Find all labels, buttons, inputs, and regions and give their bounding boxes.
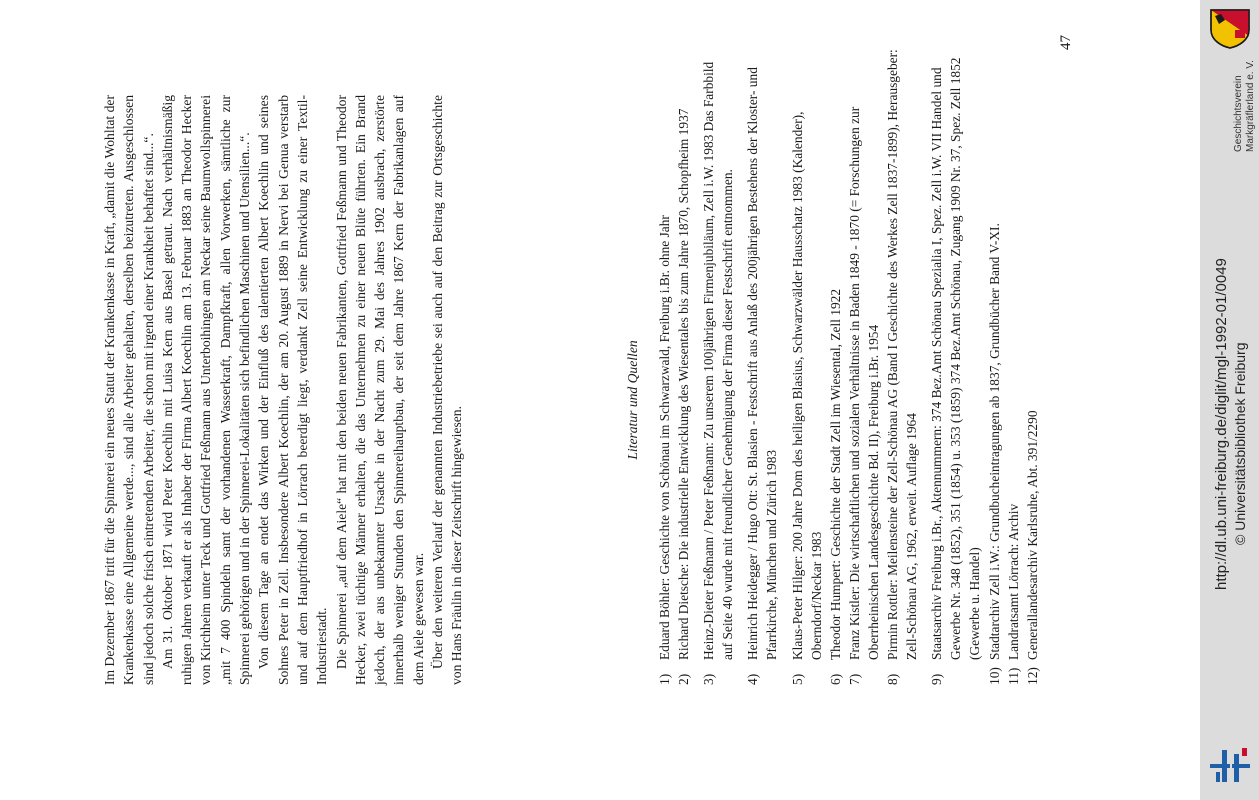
reference-item: 6) Theodor Humpert: Geschichte der Stadt Zell im Wiesental, Zell 1922: [827, 288, 843, 685]
reference-item: 11) Landratsamt Lörrach: Archiv: [1005, 503, 1021, 685]
reference-item: 2) Richard Dietsche: Die industrielle Entwicklung des Wiesentales bis zum Jahre 1870, Schopfheim 1937: [676, 108, 692, 685]
paragraph: Im Dezember 1867 tritt für die Spinnerei ein neues Statut der Krankenkasse in Kraft, „damit die Wohltat der Krankenkasse eine Allgemeine werde..., sind alle Arbeiter gehalten, derselben beizutreten. Ausgeschlossen sind jedoch solche frisch eintretenden Arbeiter, die schon mit irgend einer Krankheit behaftet sind...“.: [102, 95, 156, 685]
body-text: [100, 95, 467, 685]
reference-item: 1) Eduard Böhler: Geschichte von Schönau im Schwarzwald, Freiburg i.Br. ohne Jahr: [657, 215, 672, 685]
paragraph: Am 31. Oktober 1871 wird Peter Koechlin mit Luisa Kern aus Basel getraut. Nach verhältnismäßig ruhigen Jahren verkauft er als Inhaber der Firma Albert Koechlin am 13. Februar 1883 an Theodor Hecker von Kirchheim unter Teck und Gottfried Feßmann aus Unterboihingen am Neckar seine Baumwollspinnerei „mit 7 400 Spindeln samt der vorhandenen Wasserkraft, Dampfkraft, allen Vorwerken, sämtliche zur Spinnerei gehörigen und in der Spinnerei-Lokalitäten sich befindlichen Maschinen und Utensilien...“.: [159, 95, 253, 685]
reference-item: 3) Heinz-Dieter Feßmann / Peter Feßmann: Zu unserem 100jährigen Firmenjubiläum, Zell i.W. 1983 Das Farbbild auf Seite 40 wurde mit freundlicher Genehmigung der Firma dieser Festschrift entnommen.: [701, 61, 736, 685]
university-library-logo-icon: [1208, 744, 1252, 784]
reference-item: 12) Generallandesarchiv Karlsruhe, Abt. 391/2290: [1024, 410, 1040, 685]
permalink-url[interactable]: http://dl.ub.uni-freiburg.de/diglit/mgl-1992-01/0049: [1213, 258, 1230, 590]
reference-item: 7) Franz Kistler: Die wirtschaftlichen und sozialen Verhältnisse in Baden 1849 - 1870 (= Forschungen zur Oberrheinischen Landesgeschichte Bd. II), Freiburg i.Br. 1954: [846, 106, 881, 685]
reference-item: 10) Stadtarchiv Zell i.W.: Grundbucheintragungen ab 1837, Grundbücher Band V-XI.: [986, 223, 1002, 685]
reference-list: [655, 45, 1042, 685]
page-number: 47: [1058, 35, 1074, 50]
reference-item: 8) Pirmin Rottler: Meilensteine der Zell-Schönau AG (Band I Geschichte des Werkes Zell 1837-1899), Herausgeber: Zell-Schönau AG, 1962, erweit. Auflage 1964: [885, 49, 920, 685]
paragraph: Von diesem Tage an endet das Wirken und der Einfluß des talentierten Albert Koechlin und seines Sohnes Peter in Zell. Insbesondere Albert Koechlin, der am 20. August 1889 in Nervi bei Genua verstarb und auf dem Hauptfriedhof in Lörrach beerdigt liegt, verdankt Zell seine Entwicklung zu einer Textil-Industriestadt.: [256, 95, 330, 685]
reference-item: 4) Heinrich Heidegger / Hugo Ott: St. Blasien - Festschrift aus Anlaß des 200jährigen Bestehens der Kloster- und Pfarrkirche, München und Zürich 1983: [745, 67, 780, 685]
reference-item: 9) Staatsarchiv Freiburg i.Br., Aktennummern: 374 Bez.Amt Schönau Spezialia I, Spez. Zell i.W. VII Handel und Gewerbe Nr. 348 (1852), 351 (1854) u. 353 (1859) 374 Bez.Amt Schönau, Zugang 1909 Nr. 37, Spez. Zell 1852 (Gewerbe u. Handel): [929, 57, 983, 685]
paragraph: Die Spinnerei „auf dem Aiele“ hat mit den beiden neuen Fabrikanten, Gottfried Feßmann und Theodor Hecker, zwei tüchtige Männer erhalten, die das Unternehmen zu einer neuen Blüte führten. Ein Brand jedoch, der aus unbekannter Ursache in der Nacht zum 29. Mai des Jahres 1902 ausbrach, zerstörte innerhalb weniger Stunden den Spinnereihauptbau, der seit dem Jahre 1867 Kern der Fabrikanlagen auf dem Aiele gewesen war.: [333, 95, 426, 685]
copyright-notice: © Universitätsbibliothek Freiburg: [1232, 342, 1248, 545]
paragraph: Über den weiteren Verlauf der genannten Industriebetriebe sei auch auf den Beitrag zur Ortsgeschichte von Hans Fräulin in dieser Zeitschrift hingewiesen.: [430, 95, 465, 685]
society-crest-icon: [1207, 6, 1253, 50]
society-name-line1: Geschichtsverein: [1233, 75, 1244, 152]
section-title: Literatur und Quellen: [625, 340, 640, 460]
reference-item: 5) Klaus-Peter Hilger: 200 Jahre Dom des heiligen Blasius, Schwarzwälder Hausschatz 1983 (Kalender), Oberndorf/Neckar 1983: [789, 111, 824, 685]
society-name-line2: Markgräflerland e. V.: [1245, 60, 1256, 152]
